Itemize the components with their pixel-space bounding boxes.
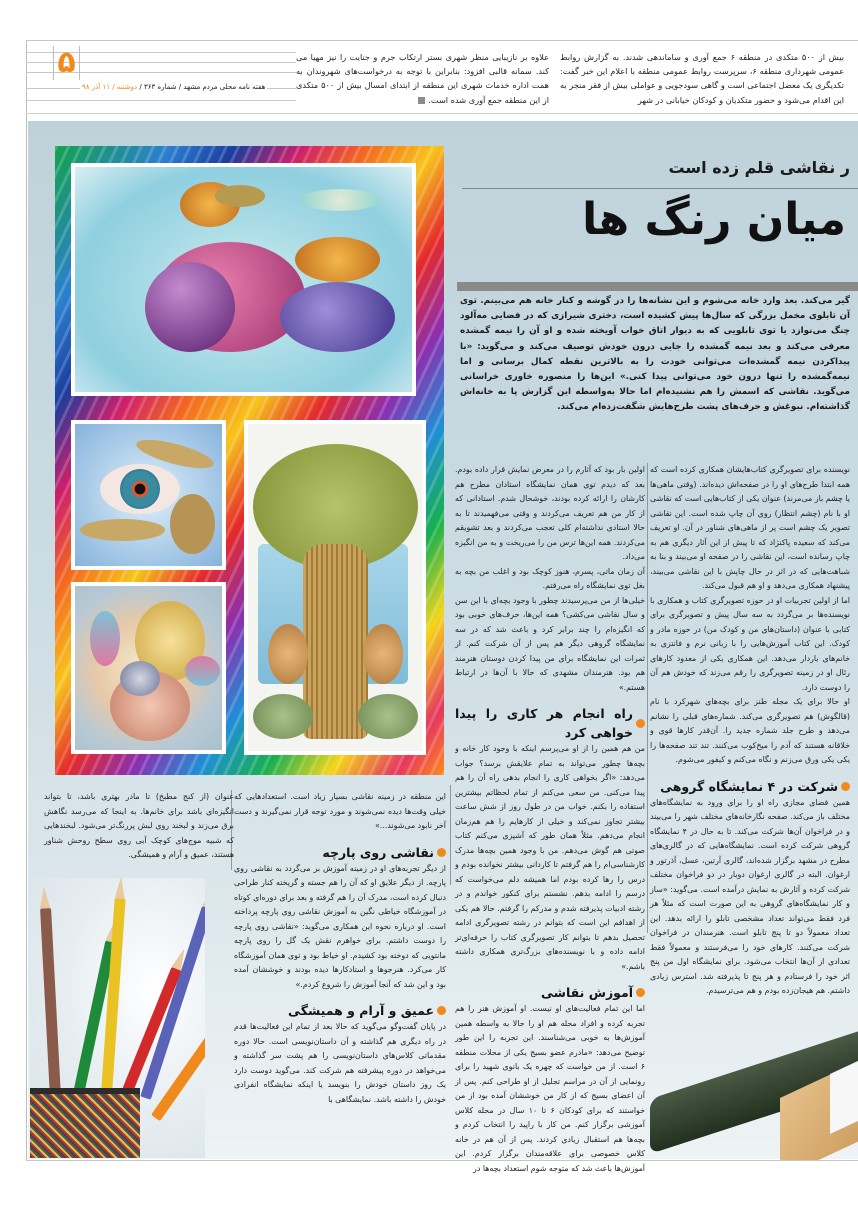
paragraph: در پایان گفت‌وگو می‌گوید که حالا بعد از تمام این فعالیت‌ها قدم در راه دیگری هم گذاشته و آن داستان‌نویسی است. حالا دوره مقدماتی کلاس‌های داستان‌نویسی را هم پشت سر گذاشته و می‌خواهد در دوره پیشرفته هم شرکت کند. می‌گوید دوست دارد یک روز داستان خودش را بنویسد یا اینکه نمایشگاه انفرادی خودش را داشته باشد. نمایشگاهی با (234, 1022, 446, 1104)
bullet-dot-icon (437, 1006, 446, 1015)
page-number-box (53, 46, 80, 80)
subheading-deep (234, 1001, 446, 1020)
subheading-text: نقاشی روی پارچه (322, 844, 434, 860)
column-divider (647, 463, 648, 933)
painting-shell-frame (71, 582, 226, 754)
paragraph: آن زمان ماتی، پسرم، هنوز کوچک بود و اغلب من بچه به بغل توی نمایشگاه راه می‌رفتم. (455, 566, 645, 590)
bullet-dot-icon (437, 848, 446, 857)
painting-shell-image (75, 586, 222, 750)
bullet-dot-icon (841, 782, 850, 791)
paragraph: نویسنده برای تصویرگری کتاب‌هایشان همکاری کرده است که همه ابتدا طرح‌های او را در صفحه‌اش دیده‌اند. (وقتی ماهی‌ها یا چشم باز می‌مرند) عنوان یکی از کتاب‌هایی است که نقاشی او با نام (چشم انتظار) روی آن چاپ شده است. این نقاشی تصویر یک چشم است پر از ماهی‌های شناور در آن. او تعریف می‌کند که سعیده پاکنژاد که تا پیش از این آثار دیگری هم به چاپ رسانده است، این نقاشی را در صفحه او می‌بیند و بنا به شباهت‌هایی که در اثر در حال چاپش با این نقاشی می‌بیند، پیشنهاد همکاری می‌دهد و او هم قبول می‌کند. (650, 465, 850, 590)
article-headline: میان رنگ ها (582, 194, 846, 245)
painting-tree-deer-frame (244, 420, 426, 755)
divider (26, 113, 858, 114)
paragraph: این منطقه در زمینه نقاشی بسیار زیاد است. استعدادهایی که خیلی وقت‌ها دیده نمی‌شوند و مورد توجه قرار نمی‌گیرند و دست آخر نابود می‌شوند...» (234, 792, 446, 830)
column-divider (450, 785, 451, 885)
subheading-text: راه انجام هر کاری را پیدا خواهی کرد (455, 706, 633, 740)
paragraph: اما این تمام فعالیت‌های او نیست. او آموزش هنر را هم تجربه کرده و افراد محله هم او را حالا به واسطه همین آموزش‌ها به خوبی می‌شناسند. این تجربه را این طور توضیح می‌دهد: «مادرم عضو بسیج یکی از محلات منطقه ۶ است. از من خواست که چهره یک بانوی شهید را برای رونمایی از آن در مراسم تجلیل از او طراحی کنم. پس از آن اعضای بسیج که از کار من خوششان آمده بود از من خواستند که برای کودکان ۶ تا ۱۰ سال در محله کلاس آموزشی برگزار کنم. من کار با راپید را انتخاب کردم و بچه‌ها هم استقبال زیادی کردند. پس از آن هم در خانه کلاس خصوصی برای علاقه‌مندان برگزار کردم. این آموزش‌ها باعث شد که متوجه شوم استعداد بچه‌ها در (455, 1004, 645, 1173)
subheading-fabric (234, 843, 446, 862)
paragraph: عنوان (از کنج مطبخ) تا مادر بهتری باشد، تا بتواند انگیزه‌ای باشد برای خانم‌ها. به اینجا که می‌رسد نگاهش برق می‌زند و لبخند روی لبش پررنگ‌تر می‌شود. لبخندهایی که شبیه موج‌های کوچک آبی روی سطح روحش شناور هستند، عمیق و آرام و همیشگی. (44, 792, 234, 859)
header-rule (26, 100, 296, 101)
divider (26, 1160, 858, 1161)
page-border-left (26, 40, 27, 1160)
subheading-text: عمیق و آرام و همیشگی (288, 1003, 434, 1018)
drawing-board-image (630, 1000, 858, 1160)
paragraph: همین فضای مجازی راه او را برای ورود به نمایشگاه‌های مختلف باز می‌کند. صفحه نگارخانه‌های مختلف شهر را می‌بیند و در فراخوان آن‌ها شرکت می‌کند. تا به حال در ۴ نمایشگاه گروهی شرکت کرده است. نمایشگاه‌هایی که در گالری‌های مطرح در مشهد برگزار شده‌اند، گالری آرتین، عسل، آذرتور و ارغوان. البته در گالری ارغوان دوبار در دو فراخوان مختلف شرکت کرده و آثارش به نمایش درآمده است. می‌گوید: «ساز و کار نمایشگاه‌های گروهی به این صورت است که مثلاً هر فرد فقط می‌تواند تعداد مشخصی تابلو را ارائه بدهد. این تعداد معمولاً دو تا پنج تابلو است. هنرمندان در فراخوان شرکت می‌کنند. کارهای خود را می‌فرستند و معمولاً فقط تعدادی از آن‌ها انتخاب می‌شود. برای نمایشگاه اول من پنج اثر خود را فرستادم و هر پنج تا پذیرفته شد. استرس زیادی داشتم. هم هیجان‌زده بودم و هم می‌ترسیدم. (650, 797, 850, 995)
painting-eye-fish-image (75, 424, 222, 566)
article-kicker: ر نقاشی قلم زده است (668, 158, 850, 177)
painting-tree-deer-image (248, 424, 422, 751)
issue-date: دوشنبه / ۱۱ آذر ۹۸ (82, 83, 138, 91)
subheading-text: آموزش نقاشی (541, 985, 633, 1000)
paragraph: از دیگر تجربه‌های او در زمینه آموزش بر می‌گردد به نقاشی روی پارچه. از دیگر علایق او که آن را هم جسته و گریخته کنار طراحی دنبال کرده است، مدرک آن را هم گرفته و بعد برای دوره‌ای کوتاه در آموزشگاه خیاطی نگین به آموزش نقاشی روی پارچه پرداخته است. او درباره نحوه این همکاری می‌گوید: «نقاشی روی پارچه را دوست داشتم. برای خواهرم نقش یک گل را روی پارچه مانتویی که دوخته بود کشیدم. او خیاط بود و توی همان آموزشگاه کار می‌کرد. هنرجوها و استادکارها دیده بودند و خوششان آمده بود و این شد که آنجا آموزش را شروع کردم.» (234, 863, 446, 989)
subheading-way (455, 704, 645, 742)
bullet-dot-icon (636, 719, 645, 728)
paragraph: اما از اولین تجربیات او در حوزه تصویرگری کتاب و همکاری با نویسنده‌ها بر می‌گردد به سه سال پیش و تصویرگری برای کتابی با عنوان (داستان‌های من و کودک من) در حوزه مادر و کودک. این کتاب آموزش‌هایی را با زبانی نرم و فانتزی به خانم‌های باردار می‌دهد. این همکاری یکی از معدود کارهای رئال او در زمینه تصویرگری را رقم می‌زند که خودش هم آن را دوست دارد. (650, 595, 850, 692)
publication-name: هفته نامه محلی مردم مشهد / شماره ۳۶۳ / (137, 83, 266, 91)
divider (462, 188, 858, 189)
article-column-middle (455, 463, 645, 1176)
page-number: ۵ (57, 45, 76, 80)
bullet-dot-icon (636, 988, 645, 997)
issue-info (80, 83, 267, 91)
paragraph: اولین بار بود که آثارم را در معرض نمایش قرار داده بودم. بعد که دیدم توی همان نمایشگاه استادان مطرح هم کارشان را ارائه کرده بودند، خوشحال شدم. استادانی که از کار من هم تعریف می‌کردند و وقتی می‌فهمیدند تا به حالا استادی نداشته‌ام کلی تعجب می‌کردند و بعد تشویقم می‌کردند. همه این‌ها ترس من را می‌ریخت و به من انگیزه می‌داد. (455, 465, 645, 561)
header-rule (26, 40, 858, 41)
article-column-left (234, 790, 446, 1107)
article-lead: گیر می‌کند. بعد وارد خانه می‌شوم و این نشانه‌ها را در گوشه و کنار خانه هم می‌بینم. توی آن تابلوی مخمل بزرگی که سال‌ها پیش کشیده است، دختری شیرازی که در فضایی مه‌آلود چنگ می‌نوازد یا توی تابلویی که به دیوار اتاق خواب آویخته شده و او آن را نیمه گمشده معرفی می‌کند و بعد نیمه گمشده را جایی درون خودش توصیف می‌کند و می‌گوید: «با پیداکردن نیمه گمشده‌ات می‌توانی خودت را به بالاترین نقطه کمال برسانی و اما نیمه‌گمشده را تنها درون خود می‌توانی پیدا کنی.» این‌ها را منصوره خاوری خراسانی می‌گوید. نقاشی که اسمش را هم نشنیده‌ام اما حالا به‌واسطه این گزارش پا به خانه‌اش گذاشته‌ام. نبوغش و حرف‌های پشت طرح‌هایش شگفت‌زده‌ام می‌کند. (460, 296, 850, 413)
paragraph: او حالا برای یک مجله طنز برای بچه‌های شهرکرد با نام (قالگوش) هم تصویرگری می‌کند. شماره‌های قبلی را نشانم می‌دهد و طرح جلد شماره جدید را. آن‌قدر کارها قوی و خلاقانه هستند که آدم را میخ‌کوب می‌کنند. تند تند صفحه‌ها را یکی یکی ورق می‌زنم و نگاه می‌کنم و کیفور می‌شوم. (650, 697, 850, 764)
top-news-column-left (296, 50, 549, 107)
end-mark-icon (418, 97, 425, 104)
painting-eye-fish-frame (71, 420, 226, 570)
article-column-right (650, 463, 850, 999)
subheading-exhibitions (650, 777, 850, 796)
subheading-teaching (455, 983, 645, 1002)
painting-two-birds-frame (71, 163, 416, 396)
paragraph: خیلی‌ها از من می‌پرسیدند چطور با وجود بچه‌ای با این سن و سال نقاشی می‌کشی؟ همه این‌ها، حرف‌های خوبی بود که انگیزه‌ام را چند برابر کرد و باعث شد که در سه نمایشگاه گروهی دیگر هم پس از آن شرکت کنم. از ثمرات این نمایشگاه برای من پیدا کردن دوستان هنرمند هم بود. هنرمندان مشهدی که حالا با آن‌ها در ارتباط هستم.» (455, 595, 645, 692)
top-news-column-right: بیش از ۵۰۰ متکدی در منطقه ۶ جمع آوری و ساماندهی شدند. به گزارش روابط عمومی شهرداری منطقه ۶، سرپرست روابط عمومی منطقه با اعلام این خبر گفت: تکدیگری یک معضل اجتماعی است و گاهی سودجویی و عواملی بیش از فقر منجر به این اقدام می‌شود و حضور متکدیان و کودکان خیابانی در شهر (560, 52, 844, 105)
paragraph: من هم همین را از او می‌پرسم اینکه با وجود کار خانه و بچه‌ها چطور می‌تواند به تمام علایقش برسد؟ جواب می‌دهد: «اگر بخواهی کاری را انجام بدهی راه آن را هم پیدا می‌کنی. من سعی می‌کنم از تمام لحظاتم بیشترین استفاده را بکنم. خواب من در طول روز از شش ساعت بیشتر تجاوز نمی‌کند و خیلی از کارهایم را هم هم‌زمان انجام می‌دهم. مثلاً همان طور که آشپزی می‌کنم کتاب صوتی هم گوش می‌دهم. من با وجود همین بچه‌ها مدرک کارشناسی‌ام را هم گرفتم تا کاردانی بیشتر نخوانده بودم و درس را رها کرده بودم اما همیشه دلم می‌خواست که درسم را ادامه بدهم. نشستم برای کنکور خواندم و در رشته ادبیات پذیرفته شدم و مدرکم را گرفتم. حالا هم یکی از اهدافم این است که بتوانم در رشته تصویرگری ادامه تحصیل بدهم تا بتوانم کار تصویرگری کتاب را حرفه‌ای‌تر ادامه داده و با نویسنده‌های بزرگ‌تری همکاری داشته باشم.» (455, 744, 645, 971)
headline-bar (457, 282, 858, 291)
colored-pencils-image (30, 878, 205, 1158)
subheading-text: شرکت در ۴ نمایشگاه گروهی (660, 778, 838, 794)
painting-two-birds-image (75, 167, 412, 392)
article-column-far-left (44, 790, 234, 863)
top-news-text: علاوه بر نازیبایی منظر شهری بستر ارتکاب جرم و جنایت را نیز مهیا می کند. سمانه قالبی افزود: بنابراین با توجه به درخواست‌های شهروندان به همت اداره خدمات شهری این منطقه از ابتدای امسال بیش از ۵۰۰ متکدی از این منطقه جمع آوری شده است. (296, 52, 549, 105)
pencil-cup (30, 1088, 140, 1158)
